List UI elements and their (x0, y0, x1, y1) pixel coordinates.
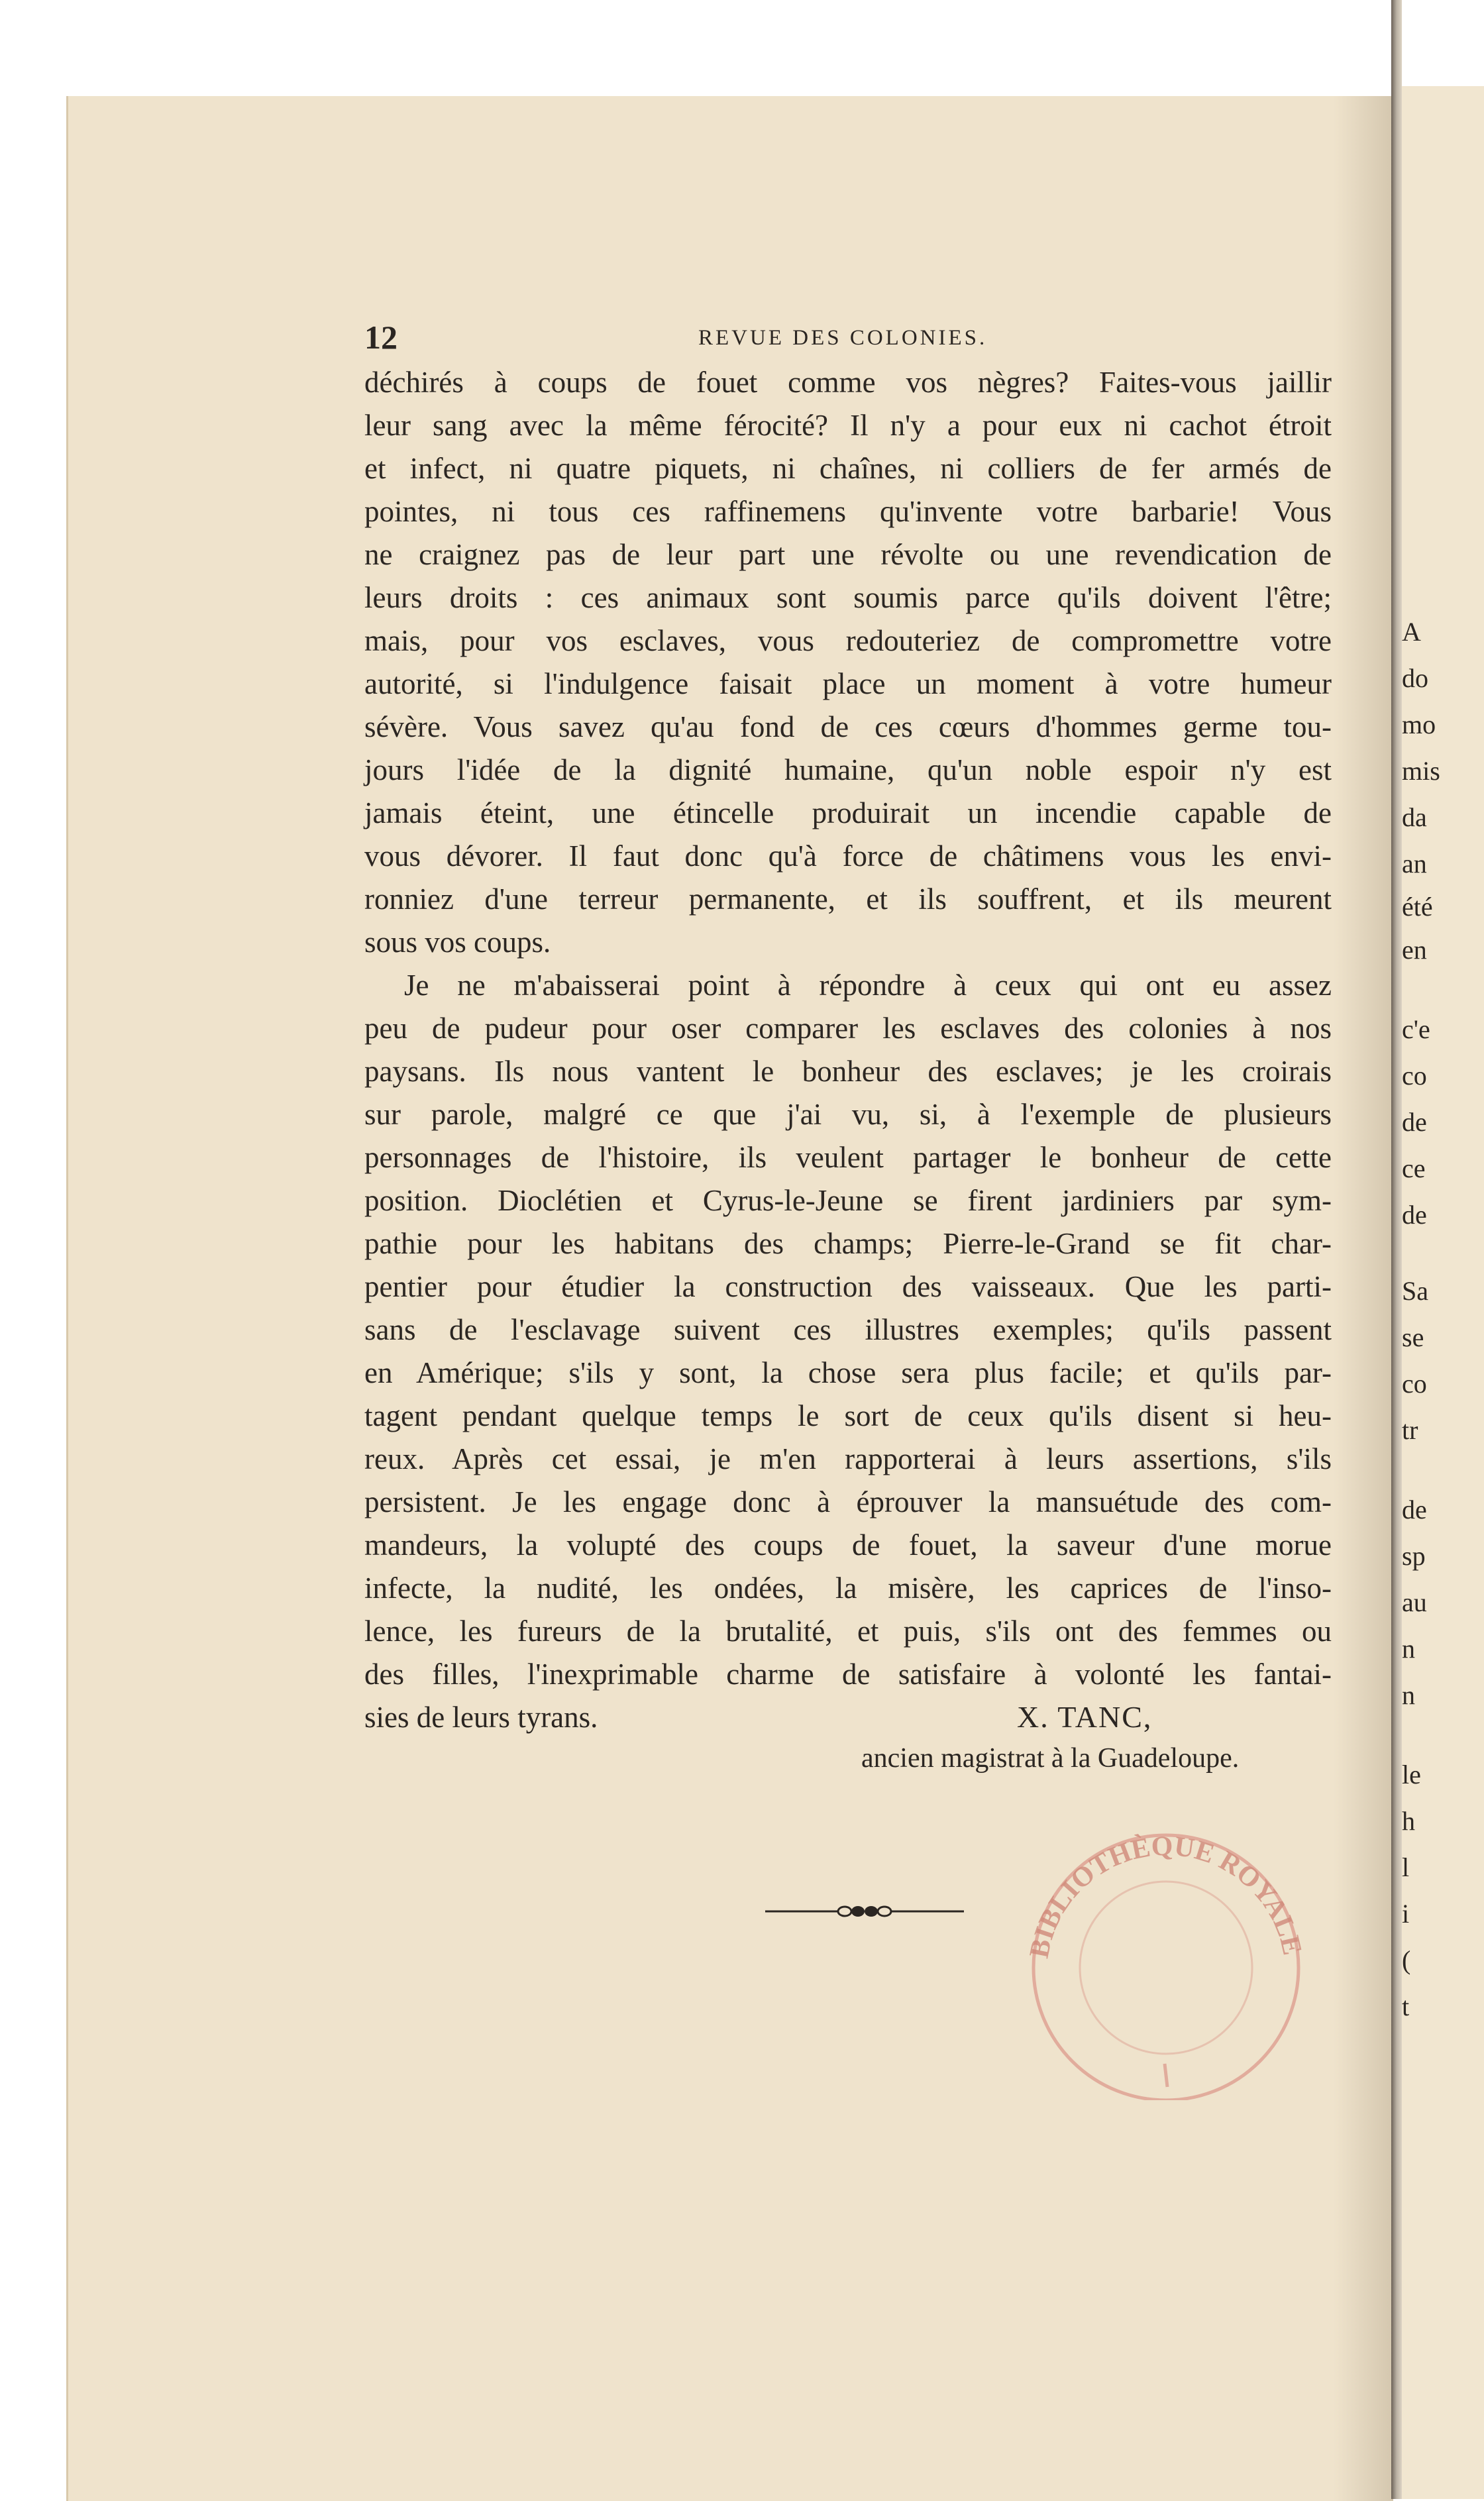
body-text (364, 361, 1332, 1739)
text-line: pentier pour étudier la construction des vaisseaux. Que les parti- (364, 1270, 1332, 1303)
facing-page-fragment: t (1402, 1992, 1410, 2021)
facing-page-fragment: se (1402, 1322, 1424, 1352)
text-line: pathie pour les habitans des champs; Pierre-le-Grand se fit char- (364, 1227, 1332, 1260)
facing-page (1402, 0, 1484, 2499)
text-line: vous dévorer. Il faut donc qu'à force de châtimens vous les envi- (364, 839, 1332, 873)
text-line: jamais éteint, une étincelle produirait un incendie capable de (364, 796, 1332, 829)
facing-page-fragment: h (1402, 1806, 1415, 1836)
page-edge-shadow (1334, 96, 1393, 2501)
text-line: personnages de l'histoire, ils veulent partager le bonheur de cette (364, 1141, 1332, 1174)
text-line: mais, pour vos esclaves, vous redouteriez de compromettre votre (364, 624, 1332, 657)
facing-page-fragment: da (1402, 802, 1427, 832)
facing-page-fragment: mo (1402, 710, 1436, 739)
facing-page-fragment: co (1402, 1369, 1427, 1399)
text-line: ronniez d'une terreur permanente, et ils souffrent, et ils meurent (364, 882, 1332, 916)
text-line: des filles, l'inexprimable charme de satisfaire à volonté les fantai- (364, 1658, 1332, 1691)
facing-page-fragment: au (1402, 1587, 1427, 1617)
book-gutter (1391, 0, 1402, 2499)
text-line: sur parole, malgré ce que j'ai vu, si, à l'exemple de plusieurs (364, 1098, 1332, 1131)
text-line: autorité, si l'indulgence faisait place un moment à votre humeur (364, 667, 1332, 700)
text-line: leur sang avec la même férocité? Il n'y a pour eux ni cachot étroit (364, 409, 1332, 442)
text-line: Je ne m'abaisserai point à répondre à ceux qui ont eu assez (404, 969, 1332, 1002)
text-line: peu de pudeur pour oser comparer les esclaves des colonies à nos (364, 1012, 1332, 1045)
facing-page-fragment: de (1402, 1200, 1427, 1230)
facing-page-fragment: A (1402, 617, 1421, 647)
facing-page-fragment: tr (1402, 1415, 1418, 1445)
text-line: infecte, la nudité, les ondées, la misère, les caprices de l'inso- (364, 1571, 1332, 1605)
text-line: pointes, ni tous ces raffinemens qu'invente votre barbarie! Vous (364, 495, 1332, 528)
facing-page-fragment: c'e (1402, 1014, 1430, 1044)
text-line: ne craignez pas de leur part une révolte ou une revendication de (364, 538, 1332, 571)
text-line: déchirés à coups de fouet comme vos nègres? Faites-vous jaillir (364, 366, 1332, 399)
text-line: sies de leurs tyrans. (364, 1701, 598, 1734)
facing-page-fragment: co (1402, 1061, 1427, 1091)
ornament-divider (765, 1901, 964, 1921)
text-line: mandeurs, la volupté des coups de fouet, la saveur d'une morue (364, 1528, 1332, 1562)
text-line: persistent. Je les engage donc à éprouver la mansuétude des com- (364, 1485, 1332, 1518)
facing-page-fragment: n (1402, 1680, 1415, 1710)
page-header (364, 318, 1325, 358)
text-line: paysans. Ils nous vantent le bonheur des esclaves; je les croirais (364, 1055, 1332, 1088)
text-line: reux. Après cet essai, je m'en rapporterai à leurs assertions, s'ils (364, 1442, 1332, 1475)
signature-name: X. TANC, (1017, 1700, 1153, 1734)
running-title: REVUE DES COLONIES. (698, 326, 988, 350)
text-line: position. Dioclétien et Cyrus-le-Jeune se firent jardiniers par sym- (364, 1184, 1332, 1217)
facing-page-fragment: n (1402, 1634, 1415, 1664)
facing-page-fragment: mis (1402, 756, 1440, 786)
text-line: jours l'idée de la dignité humaine, qu'un noble espoir n'y est (364, 753, 1332, 786)
stamp-text: BIBLIOTHÈQUE ROYALE (1024, 1831, 1308, 1961)
text-line: et infect, ni quatre piquets, ni chaînes, ni colliers de fer armés de (364, 452, 1332, 485)
text-line: lence, les fureurs de la brutalité, et puis, s'ils ont des femmes ou (364, 1615, 1332, 1648)
library-stamp (1000, 1802, 1332, 2100)
facing-page-fragment: l (1402, 1852, 1410, 1882)
signature-title: ancien magistrat à la Guadeloupe. (861, 1743, 1240, 1774)
svg-text:BIBLIOTHÈQUE ROYALE (1024, 1831, 1308, 1961)
facing-page-fragment: en (1402, 935, 1427, 965)
facing-page-fragment: i (1402, 1899, 1410, 1929)
facing-page-fragment: Sa (1402, 1276, 1428, 1306)
facing-page-fragment: sp (1402, 1541, 1426, 1571)
facing-page-top (1402, 0, 1484, 86)
text-line: leurs droits : ces animaux sont soumis parce qu'ils doivent l'être; (364, 581, 1332, 614)
page-number: 12 (364, 319, 398, 356)
text-line: sévère. Vous savez qu'au fond de ces cœurs d'hommes germe tou- (364, 710, 1332, 743)
facing-page-fragment: de (1402, 1495, 1427, 1524)
facing-page-fragment: de (1402, 1107, 1427, 1137)
facing-page-fragment: an (1402, 849, 1427, 878)
facing-page-fragment: do (1402, 663, 1428, 693)
facing-page-fragment: ce (1402, 1153, 1426, 1183)
text-line: tagent pendant quelque temps le sort de ceux qu'ils disent si heu- (364, 1399, 1332, 1432)
facing-page-fragment: le (1402, 1760, 1421, 1789)
text-line: sous vos coups. (364, 926, 551, 959)
text-line: sans de l'esclavage suivent ces illustres exemples; qu'ils passent (364, 1313, 1332, 1346)
facing-page-fragment: été (1402, 892, 1433, 922)
text-line: en Amérique; s'ils y sont, la chose sera plus facile; et qu'ils par- (364, 1356, 1332, 1389)
facing-page-fragment: ( (1402, 1945, 1411, 1975)
